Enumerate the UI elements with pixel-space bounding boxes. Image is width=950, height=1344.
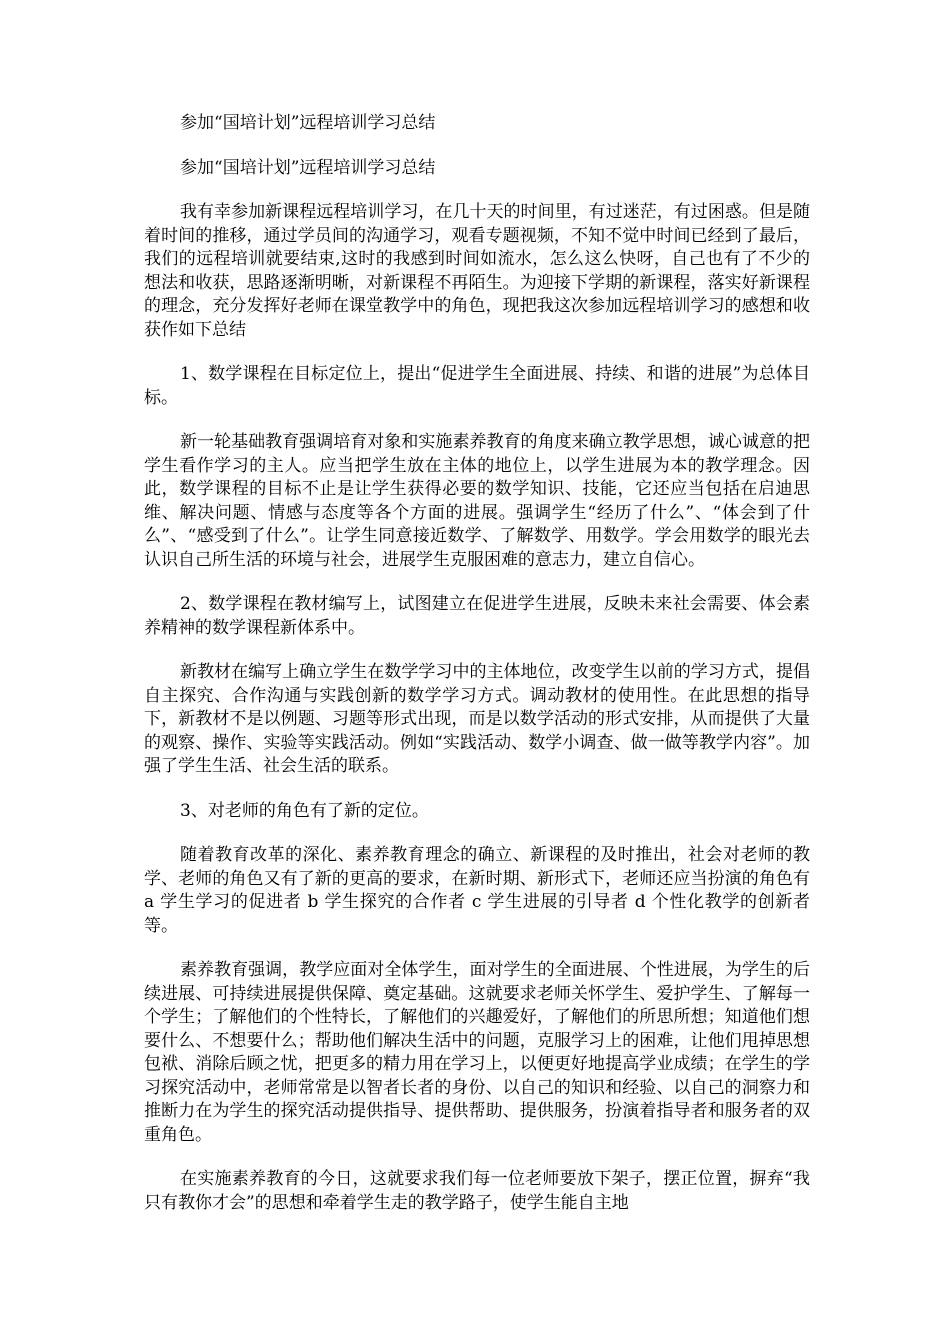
paragraph-point-3: 3、对老师的角色有了新的定位。: [180, 800, 429, 821]
document-subtitle: 参加“国培计划”远程培训学习总结: [180, 157, 436, 178]
paragraph-closing: 在实施素养教育的今日，这就要求我们每一位老师要放下架子，摆正位置，摒弃“我只有教你才会”的思想和牵着学生走的教学路子，使学生能自主地: [144, 1169, 810, 1213]
paragraph-intro: 我有幸参加新课程远程培训学习，在几十天的时间里，有过迷茫，有过困惑。但是随着时间的推移，通过学员间的沟通学习，观看专题视频，不知不觉中时间已经到了最后，我们的远程培训就要结束,这时的我感到时间如流水，怎么这么快呀，自己也有了不少的想法和收获，思路逐渐明晰，对新课程不再陌生。为迎接下学期的新课程，落实好新课程的理念，充分发挥好老师在课堂教学中的角色，现把我这次参加远程培训学习的感想和收获作如下总结: [144, 202, 810, 340]
document-title: 参加“国培计划”远程培训学习总结: [180, 113, 436, 133]
paragraph-point-2: 2、数学课程在教材编写上，试图建立在促进学生进展，反映未来社会需要、体会素养精神的数学课程新体系中。: [144, 594, 810, 638]
paragraph-point-1: 1、数学课程在目标定位上，提出“促进学生全面进展、持续、和谐的进展”为总体目标。: [144, 364, 810, 408]
paragraph-point-1-detail: 新一轮基础教育强调培育对象和实施素养教育的角度来确立教学思想，诚心诚意的把学生看作学习的主人。应当把学生放在主体的地位上，以学生进展为本的教学理念。因此，数学课程的目标不止是让学生获得必要的数学知识、技能，它还应当包括在启迪思维、解决问题、情感与态度等各个方面的进展。强调学生“经历了什么”、“体会到了什么”、“感受到了什么”。让学生同意接近数学、了解数学、用数学。学会用数学的眼光去认识自己所生活的环境与社会，进展学生克服困难的意志力，建立自信心。: [144, 432, 810, 570]
paragraph-point-2-detail: 新教材在编写上确立学生在数学学习中的主体地位，改变学生以前的学习方式，提倡自主探究、合作沟通与实践创新的数学学习方式。调动教材的使用性。在此思想的指导下，新教材不是以例题、习题等形式出现，而是以数学活动的形式安排，从而提供了大量的观察、操作、实验等实践活动。例如“实践活动、数学小调查、做一做等教学内容”。加强了学生生活、社会生活的联系。: [144, 662, 810, 776]
paragraph-quality-education: 素养教育强调，教学应面对全体学生，面对学生的全面进展、个性进展，为学生的后续进展、可持续进展提供保障、奠定基础。这就要求老师关怀学生、爱护学生、了解每一个学生；了解他们的个性特长，了解他们的兴趣爱好，了解他们的所思所想；知道他们想要什么、不想要什么；帮助他们解决生活中的问题，克服学习上的困难，让他们甩掉思想包袱、消除后顾之忧，把更多的精力用在学习上，以便更好地提高学业成绩；在学生的学习探究活动中，老师常常是以智者长者的身份、以自己的知识和经验、以自己的洞察力和推断力在为学生的探究活动提供指导、提供帮助、提供服务，扮演着指导者和服务者的双重角色。: [144, 960, 810, 1145]
document-body: [144, 112, 810, 1236]
paragraph-point-3-detail: 随着教育改革的深化、素养教育理念的确立、新课程的及时推出，社会对老师的教学、老师的角色又有了新的更高的要求，在新时期、新形式下，老师还应当扮演的角色有 a 学生学习的促进者 b 学生探究的合作者 c 学生进展的引导者 d 个性化教学的创新者等。: [144, 845, 810, 936]
